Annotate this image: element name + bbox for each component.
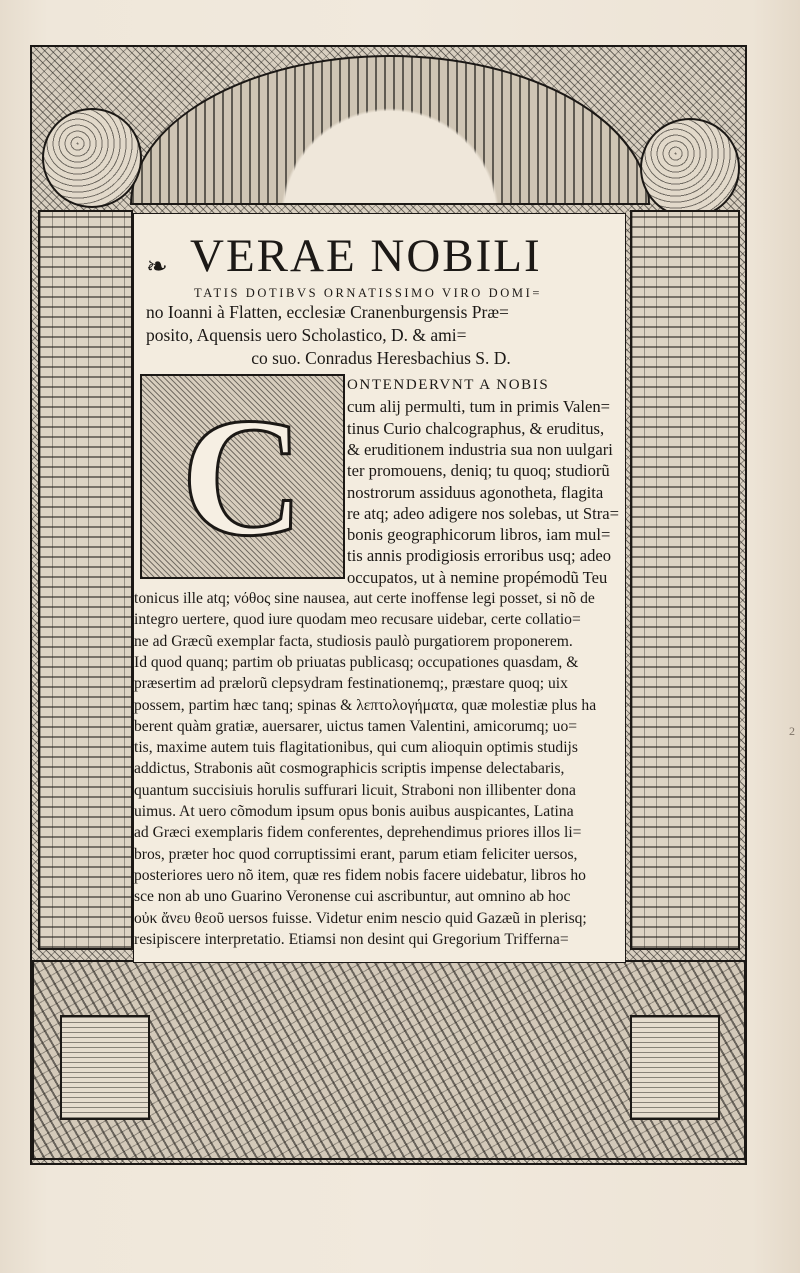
body-line: uimus. At uero cõmodum ipsum opus bonis auibus auspicantes, Latina bbox=[134, 803, 574, 820]
body-line: quantum succisiuis horulis suffurari licuit, Straboni non illibenter dona bbox=[134, 781, 576, 799]
address-line: co suo. Conradus Heresbachius S. D. bbox=[251, 348, 511, 368]
fleuron-icon: ❧ bbox=[146, 252, 168, 281]
title-row bbox=[146, 224, 625, 280]
subtitle-line: TATIS DOTIBVS ORNATISSIMO VIRO DOMI= bbox=[194, 286, 543, 300]
margin-page-number: 2 bbox=[789, 724, 795, 738]
decorated-initial bbox=[140, 374, 345, 579]
woodcut-orb-left bbox=[42, 108, 142, 208]
body-line: tinus Curio chalcographus, & eruditus, bbox=[347, 418, 605, 438]
page-title: VERAE NOBILI bbox=[190, 230, 542, 282]
body-line: berent quàm gratiæ, auersarer, uictus tamen Valentini, amicorumq; uo= bbox=[134, 717, 578, 735]
body-line: ter promouens, deniq; tu quoq; studiorũ bbox=[347, 461, 610, 481]
body-line: tonicus ille atq; νόθος sine nausea, aut certe inoffense legi posset, si nõ de bbox=[134, 590, 595, 607]
woodcut-base-panel-left bbox=[60, 1015, 150, 1120]
body-line: ad Græci exemplaris fidem conferentes, deprehendimus priores illos li= bbox=[134, 824, 582, 842]
woodcut-base-panel-right bbox=[630, 1015, 720, 1120]
body-line: tis annis prodigiosis erroribus usq; adeo bbox=[347, 546, 612, 566]
body-line: Id quod quanq; partim ob priuatas publicasq; occupationes quasdam, & bbox=[134, 653, 579, 671]
body-line: ONTENDERVNT A NOBIS bbox=[347, 377, 550, 393]
body-line: cum alij permulti, tum in primis Valen= bbox=[347, 397, 610, 417]
body-line: possem, partim hæc tanq; spinas & λεπτολογήματα, quæ molestiæ plus ha bbox=[134, 696, 597, 714]
address-line: no Ioanni à Flatten, ecclesiæ Cranenburgensis Præ= bbox=[146, 302, 509, 322]
body-line: resipiscere interpretatio. Etiamsi non desint qui Gregorium Trifferna= bbox=[134, 930, 569, 948]
body-line: sce non ab uno Guarino Veronense cui ascribuntur, aut omnino ab hoc bbox=[134, 888, 571, 906]
body-line: integro uertere, quod iure quodam meo recusare uidebar, certe collatio= bbox=[134, 611, 581, 629]
body-line: re atq; adeo adigere nos solebas, ut Stra= bbox=[347, 503, 620, 523]
body-line: addictus, Strabonis aũt cosmographicis scriptis impense delectabaris, bbox=[134, 760, 565, 778]
address-line: posito, Aquensis uero Scholastico, D. & ami= bbox=[146, 325, 467, 345]
initial-letter: C bbox=[181, 382, 304, 571]
body-line: bros, præter hoc quod corruptissimi erant, parum etiam feliciter uersos, bbox=[134, 845, 578, 863]
woodcut-orb-right bbox=[640, 118, 740, 218]
body-line: præsertim ad prælorũ clepsydram festinationemq;, præstare quoq; uix bbox=[134, 675, 568, 693]
body-line: tis, maxime autem tuis flagitationibus, qui cum alioquin optimis studijs bbox=[134, 739, 578, 757]
woodcut-column-right bbox=[630, 210, 740, 950]
body-line: & eruditionem industria sua non uulgari bbox=[347, 439, 613, 459]
text-block bbox=[133, 213, 626, 963]
body-line: οὐκ ἄνευ θεοῦ uersos fuisse. Videtur enim nescio quid Gazæũ in plerisq; bbox=[134, 909, 587, 927]
body-line: posteriores uero nõ item, quæ res fidem nobis facere uidebatur, libros ho bbox=[134, 866, 586, 884]
body-line: occupatos, ut à nemine propémodũ Teu bbox=[347, 567, 608, 587]
body-line: nostrorum assiduus agonotheta, flagita bbox=[347, 482, 604, 502]
body-line: ne ad Græcũ exemplar facta, studiosis paulò purgatiorem proponerem. bbox=[134, 632, 573, 650]
body-line: bonis geographicorum libros, iam mul= bbox=[347, 525, 611, 545]
woodcut-column-left bbox=[38, 210, 133, 950]
